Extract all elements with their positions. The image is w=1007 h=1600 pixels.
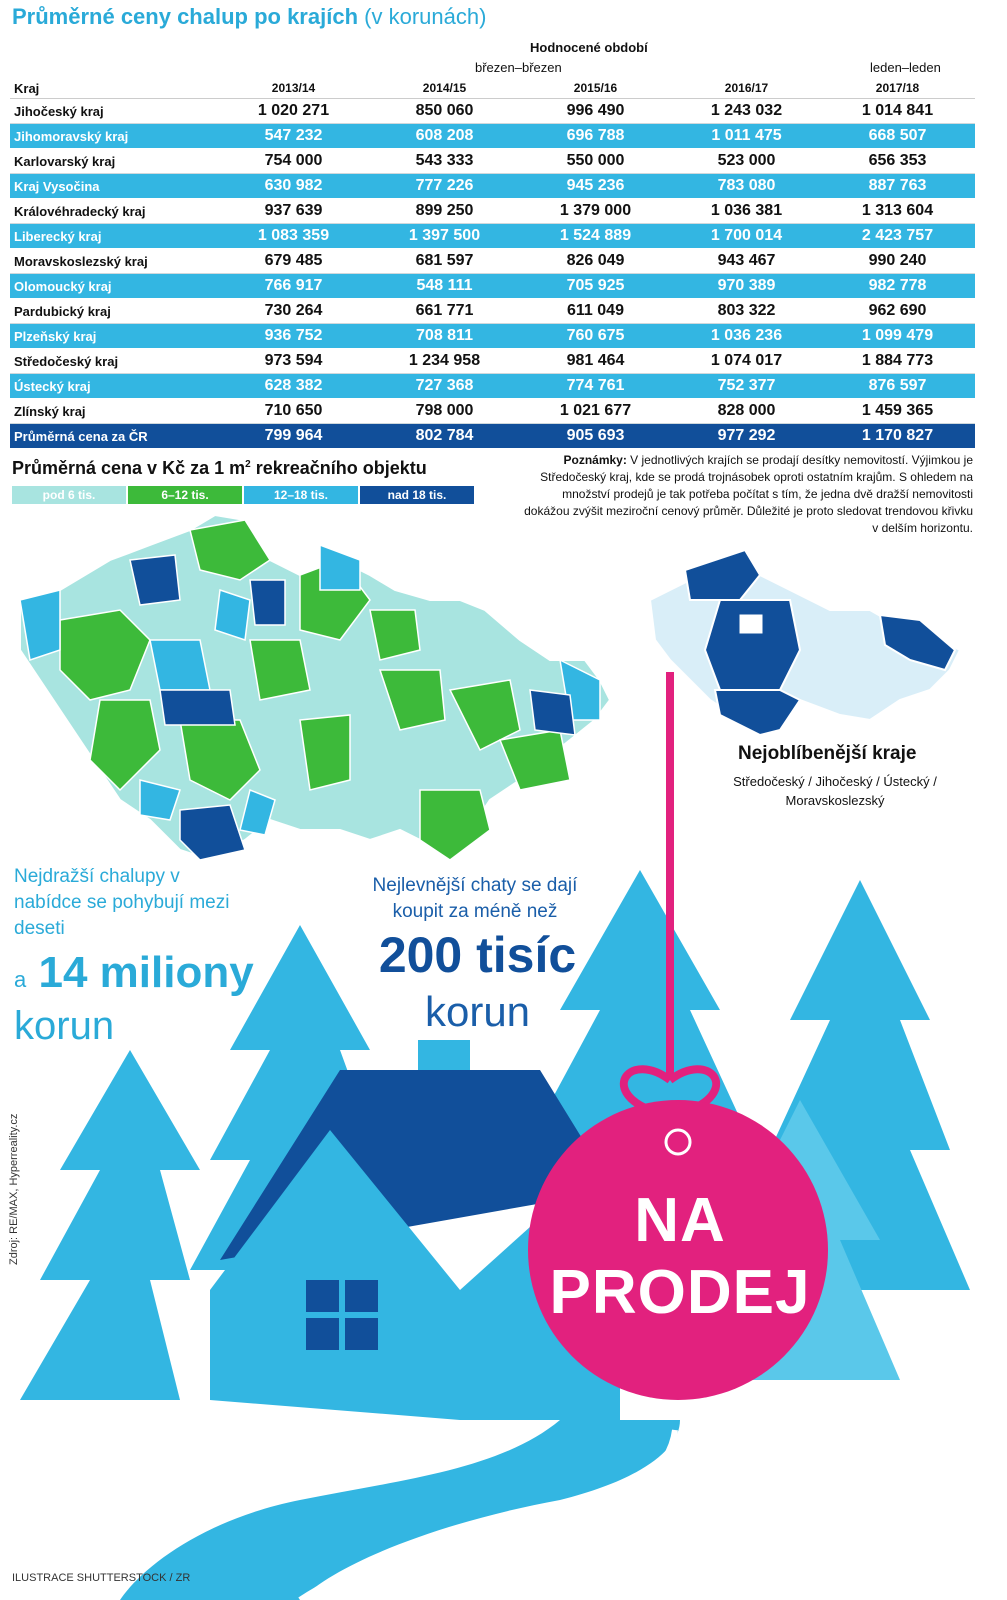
- small-map-region-jihocesky: [715, 690, 800, 735]
- price-value: 996 490: [566, 102, 625, 119]
- price-value: 937 639: [264, 202, 323, 219]
- price-value: 970 389: [717, 277, 776, 294]
- tag-line-2: PRODEJ: [549, 1258, 811, 1327]
- price-value: 899 250: [415, 202, 474, 219]
- price-value: 705 925: [566, 277, 625, 294]
- legend-title-end: rekreačního objektu: [250, 458, 427, 478]
- tag-line-1: NA: [634, 1186, 726, 1255]
- price-value: 774 761: [566, 377, 625, 394]
- price-value: 543 333: [415, 152, 474, 169]
- price-value: 1 884 773: [861, 352, 934, 369]
- expensive-amount: 14 miliony: [38, 948, 254, 997]
- period-sub-january: leden–leden: [870, 60, 941, 75]
- price-value: 981 464: [566, 352, 625, 369]
- price-value: 982 778: [868, 277, 927, 294]
- column-header: 2015/16: [573, 81, 618, 95]
- price-value: 798 000: [415, 402, 474, 419]
- legend-title-sup: 2: [245, 459, 251, 470]
- czech-district-map: [20, 515, 610, 860]
- map-region-green: [420, 790, 490, 860]
- period-header: Hodnocené období: [530, 40, 648, 55]
- region-name: Královéhradecký kraj: [14, 203, 146, 219]
- region-name: Karlovarský kraj: [14, 153, 116, 169]
- price-value: 656 353: [868, 152, 927, 169]
- least-popular-list: Středočeský / Jihočeský / Ústecký / Moravskoslezský: [733, 774, 937, 808]
- column-header: 2016/17: [724, 81, 769, 95]
- small-map-prague: [740, 615, 762, 633]
- price-value: 777 226: [415, 177, 474, 194]
- price-value: 1 379 000: [559, 202, 632, 219]
- tree-left: [20, 1050, 200, 1400]
- column-header: 2013/14: [271, 81, 316, 95]
- price-value: 727 368: [415, 377, 474, 394]
- map-region-blue: [320, 545, 360, 590]
- price-value: 1 099 479: [861, 327, 934, 344]
- price-value: 1 243 032: [710, 102, 783, 119]
- price-value: 547 232: [264, 127, 323, 144]
- region-name: Kraj Vysočina: [14, 178, 100, 194]
- price-value: 523 000: [717, 152, 776, 169]
- price-value: 681 597: [415, 252, 474, 269]
- legend-item-under-6: pod 6 tis.: [12, 486, 126, 504]
- cheap-unit: korun: [424, 988, 531, 1035]
- region-name: Zlínský kraj: [14, 403, 86, 419]
- legend-item-12-18: 12–18 tis.: [244, 486, 358, 504]
- price-value: 710 650: [264, 402, 323, 419]
- price-value: 945 236: [566, 177, 625, 194]
- region-name: Jihomoravský kraj: [14, 128, 129, 144]
- price-value: 1 459 365: [861, 402, 934, 419]
- price-value: 550 000: [566, 152, 625, 169]
- legend-title-text: Průměrná cena v Kč za 1 m: [12, 458, 246, 478]
- total-value: 802 784: [415, 427, 474, 444]
- price-value: 661 771: [415, 302, 474, 319]
- price-value: 752 377: [717, 377, 776, 394]
- price-value: 803 322: [717, 302, 776, 319]
- map-region-dark: [530, 690, 575, 735]
- price-value: 696 788: [566, 127, 625, 144]
- price-value: 1 021 677: [559, 402, 632, 419]
- price-value: 1 700 014: [710, 227, 783, 244]
- region-name: Liberecký kraj: [14, 228, 102, 244]
- title-sub: (v korunách): [364, 4, 487, 29]
- map-region-blue: [150, 640, 210, 690]
- price-value: 1 524 889: [559, 227, 632, 244]
- map-region-green: [250, 640, 310, 700]
- price-value: 608 208: [415, 127, 474, 144]
- region-name: Pardubický kraj: [14, 303, 111, 319]
- price-value: 2 423 757: [861, 227, 934, 244]
- price-value: 828 000: [717, 402, 776, 419]
- price-value: 876 597: [868, 377, 927, 394]
- tag-text: [540, 1185, 820, 1329]
- price-value: 1 074 017: [710, 352, 783, 369]
- total-value: 799 964: [264, 427, 323, 444]
- price-value: 1 011 475: [711, 127, 782, 144]
- legend-item-6-12: 6–12 tis.: [128, 486, 242, 504]
- expensive-text: Nejdražší chalupy v nabídce se pohybují mezi deseti: [14, 866, 230, 939]
- price-value: 962 690: [868, 302, 927, 319]
- price-value: 628 382: [264, 377, 323, 394]
- price-value: 630 982: [264, 177, 323, 194]
- region-name: Plzeňský kraj: [14, 328, 97, 344]
- column-header: 2017/18: [875, 81, 920, 95]
- price-value: 826 049: [566, 252, 625, 269]
- price-value: 668 507: [868, 127, 927, 144]
- map-region-dark: [160, 690, 235, 725]
- price-value: 850 060: [415, 102, 474, 119]
- price-value: 708 811: [416, 327, 473, 344]
- price-value: 1 020 271: [257, 102, 330, 119]
- region-name: Moravskoslezský kraj: [14, 253, 148, 269]
- price-value: 1 083 359: [257, 227, 330, 244]
- illustration-credit: ILUSTRACE SHUTTERSTOCK / ZR: [12, 1572, 191, 1584]
- least-popular-title: Nejoblíbenější kraje: [738, 743, 917, 764]
- price-value: 760 675: [566, 327, 625, 344]
- price-value: 1 036 381: [710, 202, 783, 219]
- title-main: Průměrné ceny chalup po krajích: [12, 4, 359, 29]
- column-header: 2014/15: [422, 81, 467, 95]
- source-note: Zdroj: RE/MAX, Hyperreality.cz: [8, 1113, 20, 1265]
- region-name: Středočeský kraj: [14, 353, 119, 369]
- total-value: 1 170 827: [861, 427, 934, 444]
- price-value: 990 240: [868, 252, 927, 269]
- cheap-amount: 200 tisíc: [378, 927, 577, 983]
- expensive-big: [14, 948, 254, 998]
- price-value: 548 111: [416, 277, 473, 294]
- small-map-region-stredocesky: [705, 600, 800, 690]
- legend-item-over-18: nad 18 tis.: [360, 486, 474, 504]
- map-region-blue: [215, 590, 250, 640]
- price-value: 754 000: [264, 152, 323, 169]
- price-value: 766 917: [264, 277, 323, 294]
- price-value: 936 752: [264, 327, 323, 344]
- column-header-region: Kraj: [14, 80, 40, 96]
- notes-text: V jednotlivých krajích se prodají desítky nemovitostí. Výjimkou je Středočeský kraj, kde se prodá trojnásobek oproti ostatním krajům. S ohledem na množství prodejů je tak potřeba počítat s tím, že jedna dvě dražší nemovitosti dokážou zvýšit meziroční cenový průměr. Důležité je proto sledovat trendovou křivku v delším horizontu.: [524, 453, 973, 535]
- price-value: 679 485: [264, 252, 323, 269]
- period-sub-march: březen–březen: [475, 60, 562, 75]
- price-value: 783 080: [717, 177, 776, 194]
- price-value: 730 264: [264, 302, 323, 319]
- total-value: 905 693: [566, 427, 625, 444]
- region-name: Jihočeský kraj: [14, 103, 104, 119]
- price-value: 1 313 604: [861, 202, 934, 219]
- price-value: 611 049: [567, 302, 624, 319]
- price-value: 1 014 841: [861, 102, 934, 119]
- region-name: Ústecký kraj: [14, 378, 91, 394]
- price-value: 887 763: [868, 177, 927, 194]
- cheap-text: Nejlevnější chaty se dají koupit za méně než: [372, 875, 578, 922]
- price-value: 943 467: [717, 252, 776, 269]
- price-value: 973 594: [264, 352, 323, 369]
- notes-label: Poznámky:: [563, 453, 627, 467]
- total-label: Průměrná cena za ČR: [14, 428, 148, 444]
- price-value: 1 234 958: [408, 352, 481, 369]
- price-value: 1 397 500: [408, 227, 481, 244]
- region-name: Olomoucký kraj: [14, 278, 112, 294]
- path: [120, 1420, 680, 1600]
- expensive-unit: korun: [14, 1004, 115, 1048]
- total-value: 977 292: [717, 427, 776, 444]
- price-value: 1 036 236: [710, 327, 783, 344]
- map-region-dark: [250, 580, 285, 625]
- expensive-prefix: a: [14, 967, 27, 992]
- least-popular-map: [650, 550, 960, 735]
